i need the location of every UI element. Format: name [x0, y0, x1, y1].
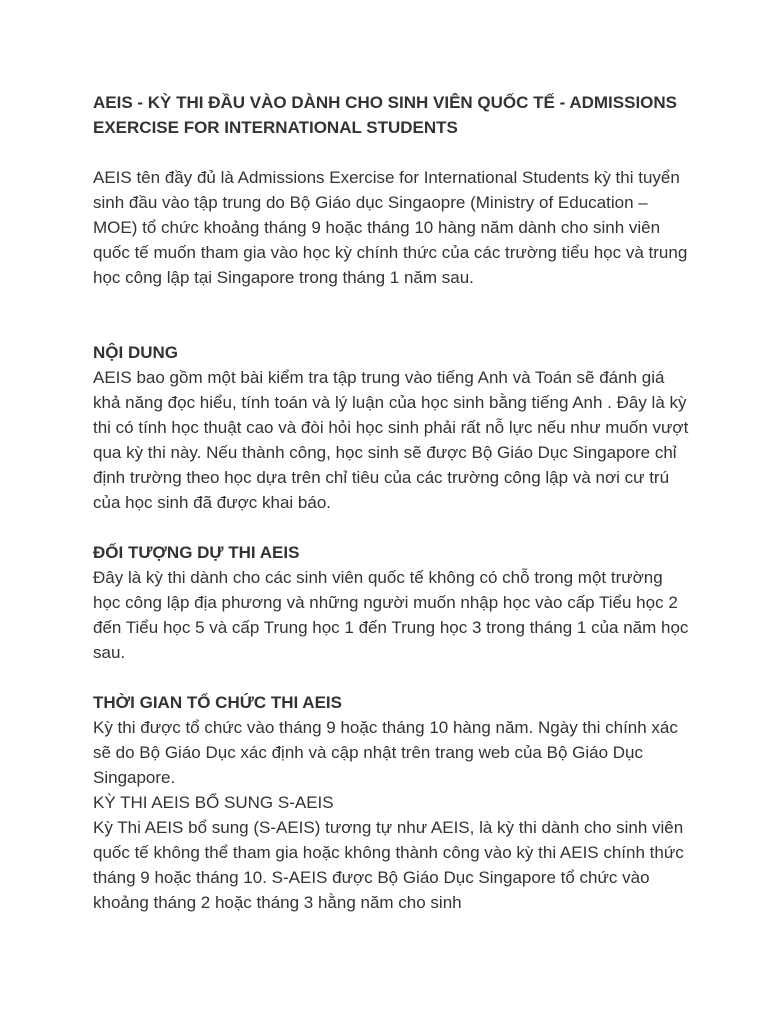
document-title: AEIS - KỲ THI ĐẦU VÀO DÀNH CHO SINH VIÊN QUỐC TẾ - ADMISSIONS EXERCISE FOR INTERNATIONAL STUDENTS — [93, 93, 678, 137]
section-heading-content: NỘI DUNG — [93, 343, 178, 362]
section-heading-eligibility: ĐỐI TƯỢNG DỰ THI AEIS — [93, 543, 300, 562]
spacer — [93, 665, 693, 690]
intro-paragraph: AEIS tên đầy đủ là Admissions Exercise for International Students kỳ thi tuyển sinh đầu vào tập trung do Bộ Giáo dục Singaopre (Ministry of Education – MOE) tổ chức khoảng tháng 9 hoặc tháng 10 hàng năm dành cho sinh viên quốc tế muốn tham gia vào học kỳ chính thức của các trường tiểu học và trung học công lập tại Singapore trong tháng 1 năm sau. — [93, 168, 688, 287]
section-body-content: AEIS bao gồm một bài kiểm tra tập trung vào tiếng Anh và Toán sẽ đánh giá khả năng đọc hiểu, tính toán và lý luận của học sinh bằng tiếng Anh . Đây là kỳ thi có tính học thuật cao và đòi hỏi học sinh phải rất nỗ lực nếu như muốn vượt qua kỳ thi này. Nếu thành công, học sinh sẽ được Bộ Giáo Dục Singapore chỉ định trường theo học dựa trên chỉ tiêu của các trường công lập và nơi cư trú của học sinh đã được khai báo. — [93, 368, 689, 512]
section-heading-schedule: THỜI GIAN TỔ CHỨC THI AEIS — [93, 693, 342, 712]
spacer — [93, 290, 693, 340]
section-body-eligibility: Đây là kỳ thi dành cho các sinh viên quốc tế không có chỗ trong một trường học công lập địa phương và những người muốn nhập học vào cấp Tiểu học 2 đến Tiểu học 5 và cấp Trung học 1 đến Trung học 3 trong tháng 1 của năm học sau. — [93, 568, 689, 662]
subsection-body-s-aeis: Kỳ Thi AEIS bổ sung (S-AEIS) tương tự như AEIS, là kỳ thi dành cho sinh viên quốc tế không thể tham gia hoặc không thành công vào kỳ thi AEIS chính thức tháng 9 hoặc tháng 10. S-AEIS được Bộ Giáo Dục Singapore tổ chức vào khoảng tháng 2 hoặc tháng 3 hằng năm cho sinh — [93, 818, 684, 912]
subsection-heading-s-aeis: KỲ THI AEIS BỔ SUNG S-AEIS — [93, 793, 334, 812]
spacer — [93, 140, 693, 165]
section-body-schedule: Kỳ thi được tổ chức vào tháng 9 hoặc tháng 10 hàng năm. Ngày thi chính xác sẽ do Bộ Giáo Dục xác định và cập nhật trên trang web của Bộ Giáo Dục Singapore. — [93, 718, 678, 787]
spacer — [93, 515, 693, 540]
document-page — [93, 90, 693, 915]
